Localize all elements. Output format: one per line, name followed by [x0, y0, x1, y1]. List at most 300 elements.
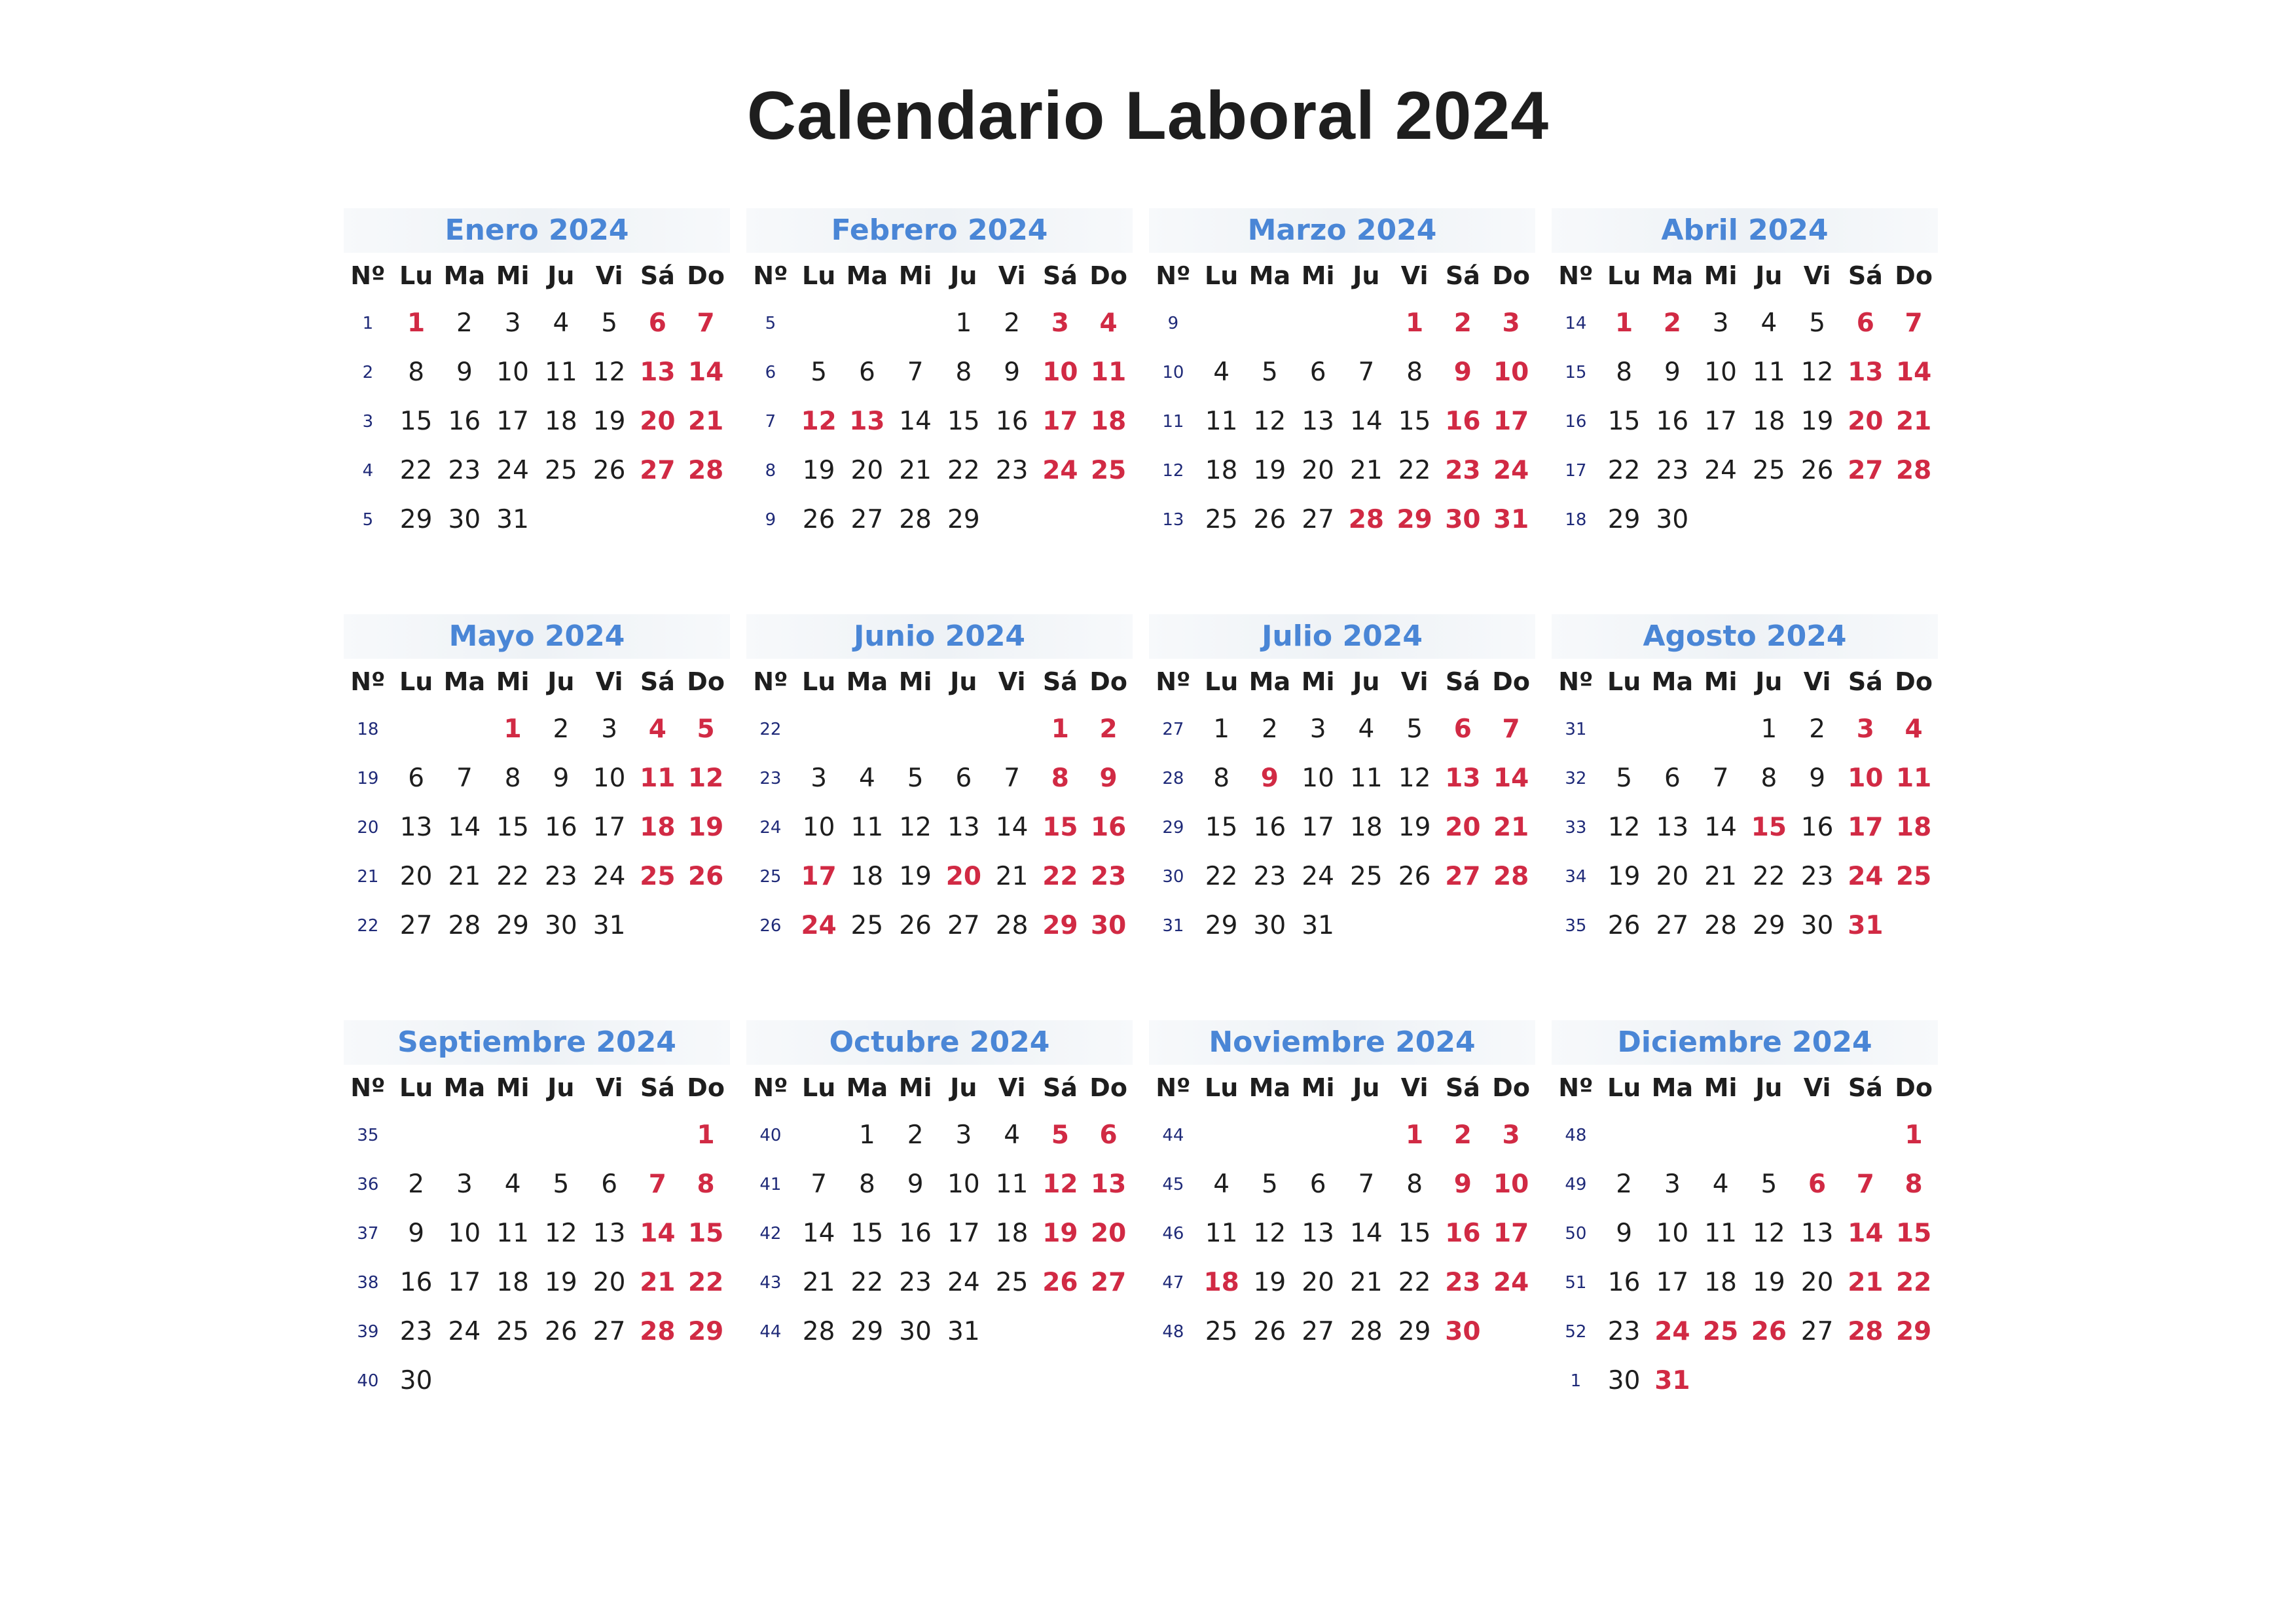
week-row: [1149, 852, 1535, 901]
weekday-header: Sá: [1445, 261, 1480, 290]
day-cell-holiday: 12: [687, 764, 724, 793]
day-cell-holiday: 9: [1099, 764, 1118, 793]
week-number: 29: [1162, 817, 1184, 838]
empty-cell: [1696, 705, 1745, 754]
week-number-header: Nº: [350, 1073, 386, 1102]
day-cell: 21: [1350, 1268, 1383, 1297]
day-cell: 15: [399, 407, 433, 436]
page-title: Calendario Laboral 2024: [746, 78, 1550, 154]
day-cell: 2: [553, 714, 570, 744]
weekday-header: Vi: [1803, 261, 1831, 290]
weekday-header: Do: [1492, 667, 1530, 696]
day-cell: 5: [601, 308, 618, 338]
day-cell: 2: [1261, 714, 1278, 744]
weekday-header: Ju: [1353, 1073, 1380, 1102]
day-cell: 27: [592, 1317, 626, 1346]
day-cell: 7: [1712, 764, 1729, 793]
day-cell: 29: [1753, 911, 1785, 940]
empty-cell: [1036, 1307, 1085, 1356]
weekday-header: Vi: [1803, 1073, 1831, 1102]
day-cell: 8: [408, 358, 425, 387]
day-cell-holiday: 23: [1445, 456, 1481, 485]
week-number: 17: [1565, 460, 1587, 481]
day-cell: 30: [545, 911, 577, 940]
empty-cell: [537, 1111, 585, 1160]
weekday-header: Lu: [399, 1073, 433, 1102]
weekday-header: Mi: [496, 1073, 530, 1102]
day-cell-holiday: 17: [1493, 1219, 1529, 1248]
empty-cell: [1842, 495, 1890, 544]
day-cell: 5: [1616, 764, 1633, 793]
week-number: 20: [357, 817, 379, 838]
weekday-header: Do: [1089, 261, 1127, 290]
weekday-header: Do: [1895, 1073, 1933, 1102]
day-cell: 16: [399, 1268, 433, 1297]
day-cell: 26: [1253, 1317, 1286, 1346]
day-cell: 19: [1253, 456, 1286, 485]
day-cell-holiday: 7: [697, 308, 715, 338]
day-cell-holiday: 19: [687, 813, 724, 842]
day-cell-holiday: 27: [1445, 862, 1481, 891]
week-row: [1149, 348, 1535, 397]
week-row: [1552, 1356, 1938, 1405]
week-row: [1552, 1160, 1938, 1209]
week-row: [344, 1258, 730, 1307]
week-number: 22: [759, 719, 782, 739]
empty-cell: [795, 299, 843, 348]
month-block: [746, 614, 1133, 1020]
day-cell: 25: [1350, 862, 1383, 891]
week-number: 14: [1565, 313, 1587, 333]
empty-cell: [1600, 705, 1649, 754]
empty-cell: [1294, 1111, 1342, 1160]
day-cell: 20: [399, 862, 433, 891]
day-cell-holiday: 13: [1090, 1170, 1127, 1199]
empty-cell: [1487, 901, 1535, 950]
day-cell-holiday: 6: [1099, 1120, 1118, 1150]
day-cell: 3: [955, 1120, 972, 1150]
week-number: 36: [357, 1174, 379, 1194]
day-cell: 20: [1800, 1268, 1834, 1297]
day-cell-holiday: 10: [1493, 1170, 1529, 1199]
day-cell: 11: [1350, 764, 1383, 793]
day-cell: 27: [1656, 911, 1689, 940]
weekday-header: Do: [1492, 1073, 1530, 1102]
week-row: [1552, 901, 1938, 950]
day-cell: 11: [496, 1219, 529, 1248]
day-cell: 16: [1800, 813, 1834, 842]
day-cell: 26: [1398, 862, 1431, 891]
weekday-header: Mi: [898, 667, 932, 696]
week-number: 35: [357, 1125, 379, 1145]
week-number: 11: [1162, 411, 1184, 432]
day-cell: 19: [592, 407, 626, 436]
day-cell: 30: [399, 1366, 433, 1395]
weekday-header: Do: [1492, 261, 1530, 290]
day-cell: 5: [907, 764, 924, 793]
day-cell: 10: [947, 1170, 980, 1199]
month-table: [1149, 1065, 1535, 1356]
weekday-header-row: [1149, 1065, 1535, 1111]
week-number: 31: [1162, 915, 1184, 936]
day-cell: 13: [592, 1219, 626, 1248]
day-cell: 23: [899, 1268, 932, 1297]
day-cell: 21: [899, 456, 932, 485]
week-row: [746, 705, 1133, 754]
week-row: [344, 705, 730, 754]
day-cell: 4: [1213, 1170, 1230, 1199]
month-title: Julio 2024: [1149, 614, 1535, 659]
week-row: [1149, 1111, 1535, 1160]
empty-cell: [988, 1307, 1036, 1356]
weekday-header: Lu: [801, 261, 836, 290]
weekday-header: Ma: [443, 1073, 486, 1102]
day-cell-holiday: 22: [1895, 1268, 1932, 1297]
day-cell: 4: [1213, 358, 1230, 387]
day-cell: 7: [811, 1170, 828, 1199]
empty-cell: [1342, 1111, 1391, 1160]
week-row: [344, 852, 730, 901]
day-cell-holiday: 25: [640, 862, 676, 891]
day-cell: 20: [1656, 862, 1689, 891]
day-cell: 17: [496, 407, 529, 436]
day-cell: 3: [1309, 714, 1326, 744]
day-cell-holiday: 18: [640, 813, 676, 842]
week-row: [1149, 1307, 1535, 1356]
empty-cell: [795, 705, 843, 754]
day-cell-holiday: 17: [1848, 813, 1884, 842]
day-cell: 21: [995, 862, 1029, 891]
day-cell-holiday: 5: [1051, 1120, 1069, 1150]
week-number-header: Nº: [1558, 667, 1594, 696]
day-cell-holiday: 30: [1090, 911, 1127, 940]
day-cell-holiday: 27: [1090, 1268, 1127, 1297]
month-title: Diciembre 2024: [1552, 1020, 1938, 1065]
day-cell: 19: [1753, 1268, 1785, 1297]
day-cell-holiday: 1: [1406, 308, 1424, 338]
week-row: [746, 1307, 1133, 1356]
weekday-header: Ma: [846, 1073, 888, 1102]
day-cell: 12: [1398, 764, 1431, 793]
day-cell: 13: [399, 813, 433, 842]
weekday-header: Lu: [399, 667, 433, 696]
day-cell-holiday: 8: [1904, 1170, 1923, 1199]
day-cell: 11: [1704, 1219, 1737, 1248]
day-cell: 15: [850, 1219, 884, 1248]
day-cell: 9: [1004, 358, 1021, 387]
empty-cell: [1793, 1356, 1842, 1405]
day-cell: 12: [1753, 1219, 1785, 1248]
week-row: [344, 1111, 730, 1160]
day-cell-holiday: 10: [1848, 764, 1884, 793]
week-number: 21: [357, 866, 379, 887]
day-cell-holiday: 26: [1751, 1317, 1787, 1346]
week-number: 35: [1565, 915, 1587, 936]
week-number-header: Nº: [1156, 1073, 1191, 1102]
day-cell: 11: [1205, 407, 1238, 436]
day-cell-holiday: 29: [687, 1317, 724, 1346]
day-cell: 5: [1809, 308, 1826, 338]
week-number-header: Nº: [753, 1073, 788, 1102]
week-number: 45: [1162, 1174, 1184, 1194]
day-cell: 27: [399, 911, 433, 940]
day-cell: 11: [850, 813, 884, 842]
weekday-header: Do: [1895, 667, 1933, 696]
day-cell-holiday: 6: [1453, 714, 1472, 744]
day-cell-holiday: 16: [1090, 813, 1127, 842]
day-cell-holiday: 9: [1453, 358, 1472, 387]
day-cell-holiday: 31: [1848, 911, 1884, 940]
day-cell: 27: [1302, 1317, 1334, 1346]
day-cell-holiday: 13: [849, 407, 885, 436]
day-cell: 14: [1350, 1219, 1383, 1248]
day-cell-holiday: 21: [640, 1268, 676, 1297]
week-number: 16: [1565, 411, 1587, 432]
week-number: 42: [759, 1223, 782, 1244]
day-cell: 29: [496, 911, 529, 940]
weekday-header: Mi: [496, 261, 530, 290]
weekday-header: Sá: [1042, 1073, 1078, 1102]
day-cell-holiday: 14: [1848, 1219, 1884, 1248]
day-cell-holiday: 8: [697, 1170, 715, 1199]
weekday-header: Ju: [1755, 1073, 1783, 1102]
empty-cell: [1246, 299, 1294, 348]
week-number: 31: [1565, 719, 1587, 739]
day-cell: 30: [1253, 911, 1286, 940]
weekday-header: Ju: [1353, 667, 1380, 696]
day-cell: 21: [1350, 456, 1383, 485]
day-cell: 18: [1205, 456, 1238, 485]
day-cell: 26: [1800, 456, 1834, 485]
day-cell-holiday: 23: [1445, 1268, 1481, 1297]
weekday-header: Ma: [1248, 1073, 1291, 1102]
week-row: [1149, 1258, 1535, 1307]
month-table: [1149, 253, 1535, 544]
day-cell: 13: [947, 813, 980, 842]
day-cell: 19: [1253, 1268, 1286, 1297]
day-cell: 11: [1205, 1219, 1238, 1248]
day-cell-holiday: 13: [1848, 358, 1884, 387]
empty-cell: [1745, 495, 1793, 544]
month-block: [344, 208, 730, 614]
empty-cell: [441, 1111, 489, 1160]
day-cell-holiday: 30: [1445, 1317, 1481, 1346]
day-cell: 22: [947, 456, 980, 485]
week-row: [1149, 705, 1535, 754]
week-row: [1149, 446, 1535, 495]
day-cell-holiday: 4: [1099, 308, 1118, 338]
month-title: Septiembre 2024: [344, 1020, 730, 1065]
day-cell: 25: [496, 1317, 529, 1346]
week-number: 24: [759, 817, 782, 838]
weekday-header: Sá: [640, 1073, 675, 1102]
week-number: 52: [1565, 1321, 1587, 1342]
weekday-header: Lu: [801, 1073, 836, 1102]
week-number: 25: [759, 866, 782, 887]
empty-cell: [392, 705, 441, 754]
weekday-header: Mi: [496, 667, 530, 696]
week-number: 28: [1162, 768, 1184, 788]
day-cell-holiday: 22: [687, 1268, 724, 1297]
empty-cell: [1696, 495, 1745, 544]
day-cell-holiday: 17: [1493, 407, 1529, 436]
day-cell: 3: [601, 714, 618, 744]
empty-cell: [988, 495, 1036, 544]
week-number: 18: [1565, 509, 1587, 530]
empty-cell: [634, 901, 682, 950]
empty-cell: [795, 1111, 843, 1160]
day-cell: 9: [553, 764, 570, 793]
day-cell: 27: [1800, 1317, 1834, 1346]
weekday-header: Vi: [1400, 1073, 1429, 1102]
day-cell: 2: [1616, 1170, 1633, 1199]
weekday-header: Ju: [1755, 667, 1783, 696]
month-title: Mayo 2024: [344, 614, 730, 659]
month-title: Febrero 2024: [746, 208, 1133, 253]
day-cell: 17: [1302, 813, 1334, 842]
empty-cell: [1889, 1356, 1938, 1405]
day-cell-holiday: 20: [945, 862, 982, 891]
day-cell: 16: [995, 407, 1029, 436]
day-cell: 22: [1607, 456, 1641, 485]
day-cell-holiday: 14: [1895, 358, 1932, 387]
empty-cell: [488, 1356, 537, 1405]
day-cell: 31: [496, 505, 529, 534]
empty-cell: [1084, 1307, 1133, 1356]
day-cell: 15: [496, 813, 529, 842]
weekday-header: Do: [1089, 667, 1127, 696]
week-row: [746, 803, 1133, 852]
empty-cell: [441, 705, 489, 754]
day-cell: 26: [592, 456, 626, 485]
weekday-header: Sá: [1848, 1073, 1883, 1102]
week-number-header: Nº: [1156, 667, 1191, 696]
day-cell: 26: [545, 1317, 577, 1346]
day-cell-holiday: 4: [648, 714, 666, 744]
weekday-header: Sá: [1445, 1073, 1480, 1102]
day-cell: 2: [456, 308, 473, 338]
month-block: [1552, 1020, 1938, 1426]
empty-cell: [682, 901, 730, 950]
week-number: 15: [1565, 362, 1587, 382]
day-cell: 21: [448, 862, 481, 891]
empty-cell: [1036, 495, 1085, 544]
week-number: 9: [1167, 313, 1179, 333]
day-cell: 12: [545, 1219, 577, 1248]
week-number: 46: [1162, 1223, 1184, 1244]
month-title: Marzo 2024: [1149, 208, 1535, 253]
day-cell: 2: [1004, 308, 1021, 338]
day-cell: 10: [1704, 358, 1737, 387]
day-cell: 5: [1261, 358, 1278, 387]
day-cell-holiday: 22: [1042, 862, 1078, 891]
week-row: [344, 397, 730, 446]
day-cell: 9: [1664, 358, 1681, 387]
day-cell-holiday: 10: [1493, 358, 1529, 387]
week-number: 44: [1162, 1125, 1184, 1145]
empty-cell: [1745, 1356, 1793, 1405]
day-cell-holiday: 25: [1702, 1317, 1739, 1346]
day-cell-holiday: 17: [1042, 407, 1078, 436]
week-number-header: Nº: [753, 667, 788, 696]
day-cell: 28: [802, 1317, 835, 1346]
weekday-header: Lu: [1204, 667, 1239, 696]
day-cell-holiday: 2: [1453, 308, 1472, 338]
day-cell-holiday: 16: [1445, 407, 1481, 436]
empty-cell: [1246, 1111, 1294, 1160]
day-cell-holiday: 16: [1445, 1219, 1481, 1248]
day-cell: 6: [1309, 1170, 1326, 1199]
weekday-header-row: [746, 1065, 1133, 1111]
day-cell: 29: [1607, 505, 1641, 534]
week-row: [344, 1356, 730, 1405]
weekday-header: Ma: [443, 261, 486, 290]
month-table: [1552, 253, 1938, 544]
day-cell: 4: [1004, 1120, 1021, 1150]
month-block: [1149, 1020, 1535, 1426]
month-title: Enero 2024: [344, 208, 730, 253]
day-cell: 25: [1753, 456, 1785, 485]
week-row: [1552, 803, 1938, 852]
day-cell: 10: [1302, 764, 1334, 793]
day-cell: 17: [947, 1219, 980, 1248]
day-cell-holiday: 28: [1848, 1317, 1884, 1346]
week-row: [746, 397, 1133, 446]
week-row: [1552, 754, 1938, 803]
day-cell-holiday: 3: [1051, 308, 1069, 338]
week-number: 9: [765, 509, 776, 530]
day-cell-holiday: 5: [697, 714, 715, 744]
week-number: 22: [357, 915, 379, 936]
week-row: [1149, 1160, 1535, 1209]
weekday-header: Lu: [1607, 261, 1641, 290]
day-cell: 24: [1704, 456, 1737, 485]
weekday-header: Vi: [998, 261, 1026, 290]
empty-cell: [537, 1356, 585, 1405]
week-row: [344, 348, 730, 397]
week-row: [1552, 705, 1938, 754]
week-row: [746, 754, 1133, 803]
day-cell: 24: [947, 1268, 980, 1297]
day-cell: 8: [1760, 764, 1777, 793]
day-cell: 8: [1213, 764, 1230, 793]
week-number: 23: [759, 768, 782, 788]
day-cell-holiday: 7: [648, 1170, 666, 1199]
day-cell-holiday: 24: [1042, 456, 1078, 485]
day-cell-holiday: 26: [687, 862, 724, 891]
empty-cell: [1391, 901, 1439, 950]
week-number: 44: [759, 1321, 782, 1342]
day-cell: 16: [1656, 407, 1689, 436]
week-number: 12: [1162, 460, 1184, 481]
day-cell: 1: [1760, 714, 1777, 744]
day-cell: 19: [802, 456, 835, 485]
day-cell-holiday: 24: [1848, 862, 1884, 891]
week-number: 49: [1565, 1174, 1587, 1194]
day-cell: 3: [456, 1170, 473, 1199]
day-cell: 9: [1616, 1219, 1633, 1248]
day-cell-holiday: 21: [1895, 407, 1932, 436]
empty-cell: [392, 1111, 441, 1160]
empty-cell: [1889, 901, 1938, 950]
day-cell-holiday: 18: [1203, 1268, 1239, 1297]
day-cell: 22: [850, 1268, 884, 1297]
weekday-header-row: [1149, 253, 1535, 299]
weekday-header: Ma: [443, 667, 486, 696]
day-cell: 19: [1800, 407, 1834, 436]
weekday-header: Sá: [1042, 667, 1078, 696]
day-cell: 9: [408, 1219, 425, 1248]
